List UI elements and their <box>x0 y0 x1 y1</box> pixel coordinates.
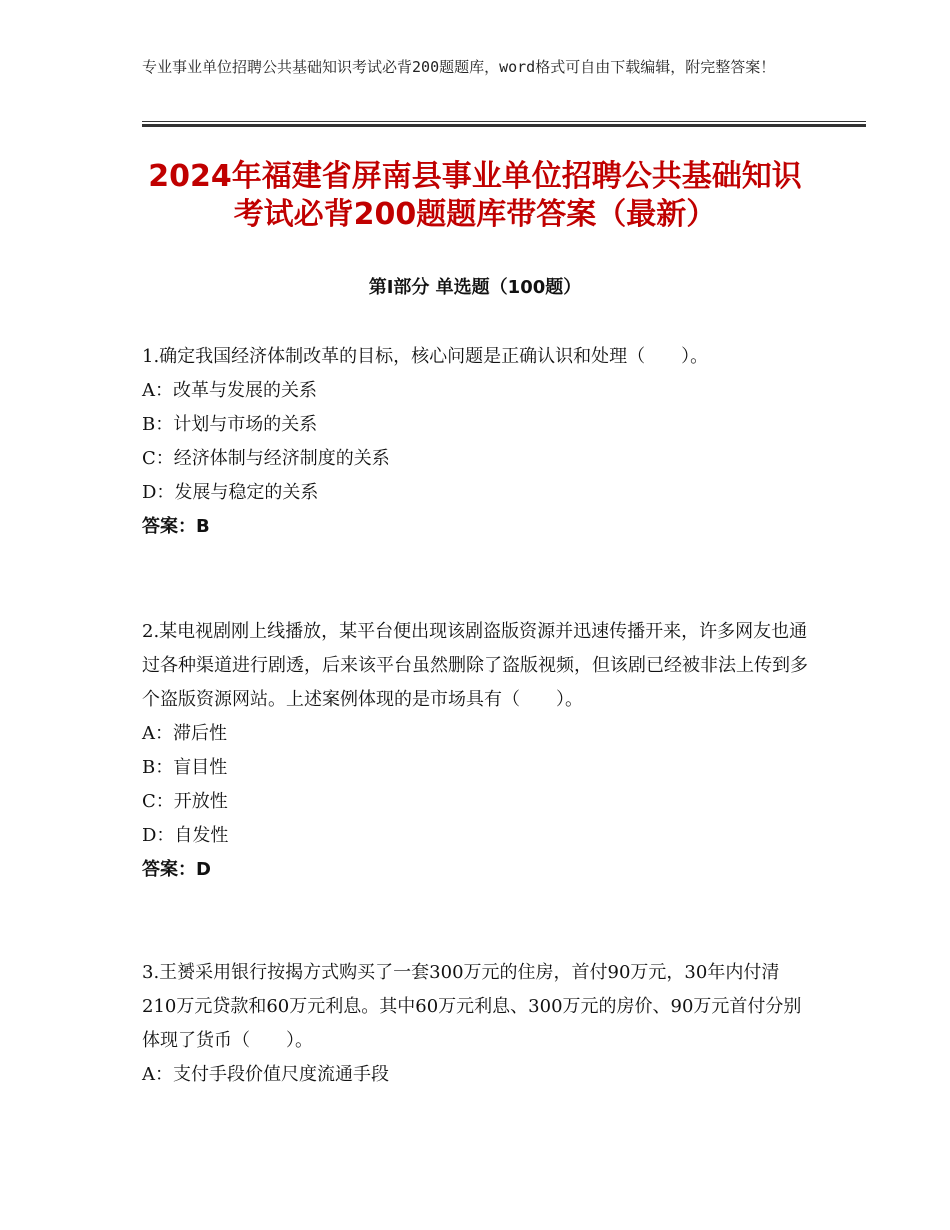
header-divider <box>142 121 866 127</box>
option-b: B：盲目性 <box>142 757 228 778</box>
question-3 <box>142 956 808 1092</box>
option-b: B：计划与市场的关系 <box>142 414 318 435</box>
option-a: A：支付手段价值尺度流通手段 <box>142 1064 389 1085</box>
option-d: D：发展与稳定的关系 <box>142 482 319 503</box>
option-a: A：滞后性 <box>142 723 227 744</box>
answer: 答案：B <box>142 516 210 537</box>
option-d: D：自发性 <box>142 825 229 846</box>
option-c: C：开放性 <box>142 791 228 812</box>
option-c: C：经济体制与经济制度的关系 <box>142 448 390 469</box>
answer: 答案：D <box>142 859 211 880</box>
question-stem: 2.某电视剧刚上线播放，某平台便出现该剧盗版资源并迅速传播开来，许多网友也通过各种渠道进行剧透，后来该平台虽然删除了盗版视频，但该剧已经被非法上传到多个盗版资源网站。上述案例体现的是市场具有（ ）。 <box>142 621 808 710</box>
header-note: 专业事业单位招聘公共基础知识考试必背200题题库，word格式可自由下载编辑，附完整答案！ <box>142 58 776 76</box>
document-title: 2024年福建省屏南县事业单位招聘公共基础知识考试必背200题题库带答案（最新） <box>148 159 802 232</box>
question-stem: 3.王赟采用银行按揭方式购买了一套300万元的住房，首付90万元，30年内付清210万元贷款和60万元利息。其中60万元利息、300万元的房价、90万元首付分别体现了货币（ ）。 <box>142 962 802 1051</box>
question-1 <box>142 340 808 544</box>
option-a: A：改革与发展的关系 <box>142 380 317 401</box>
section-heading: 第Ⅰ部分 单选题（100题） <box>368 277 582 298</box>
question-stem: 1.确定我国经济体制改革的目标，核心问题是正确认识和处理（ ）。 <box>142 346 709 367</box>
question-2 <box>142 615 808 887</box>
